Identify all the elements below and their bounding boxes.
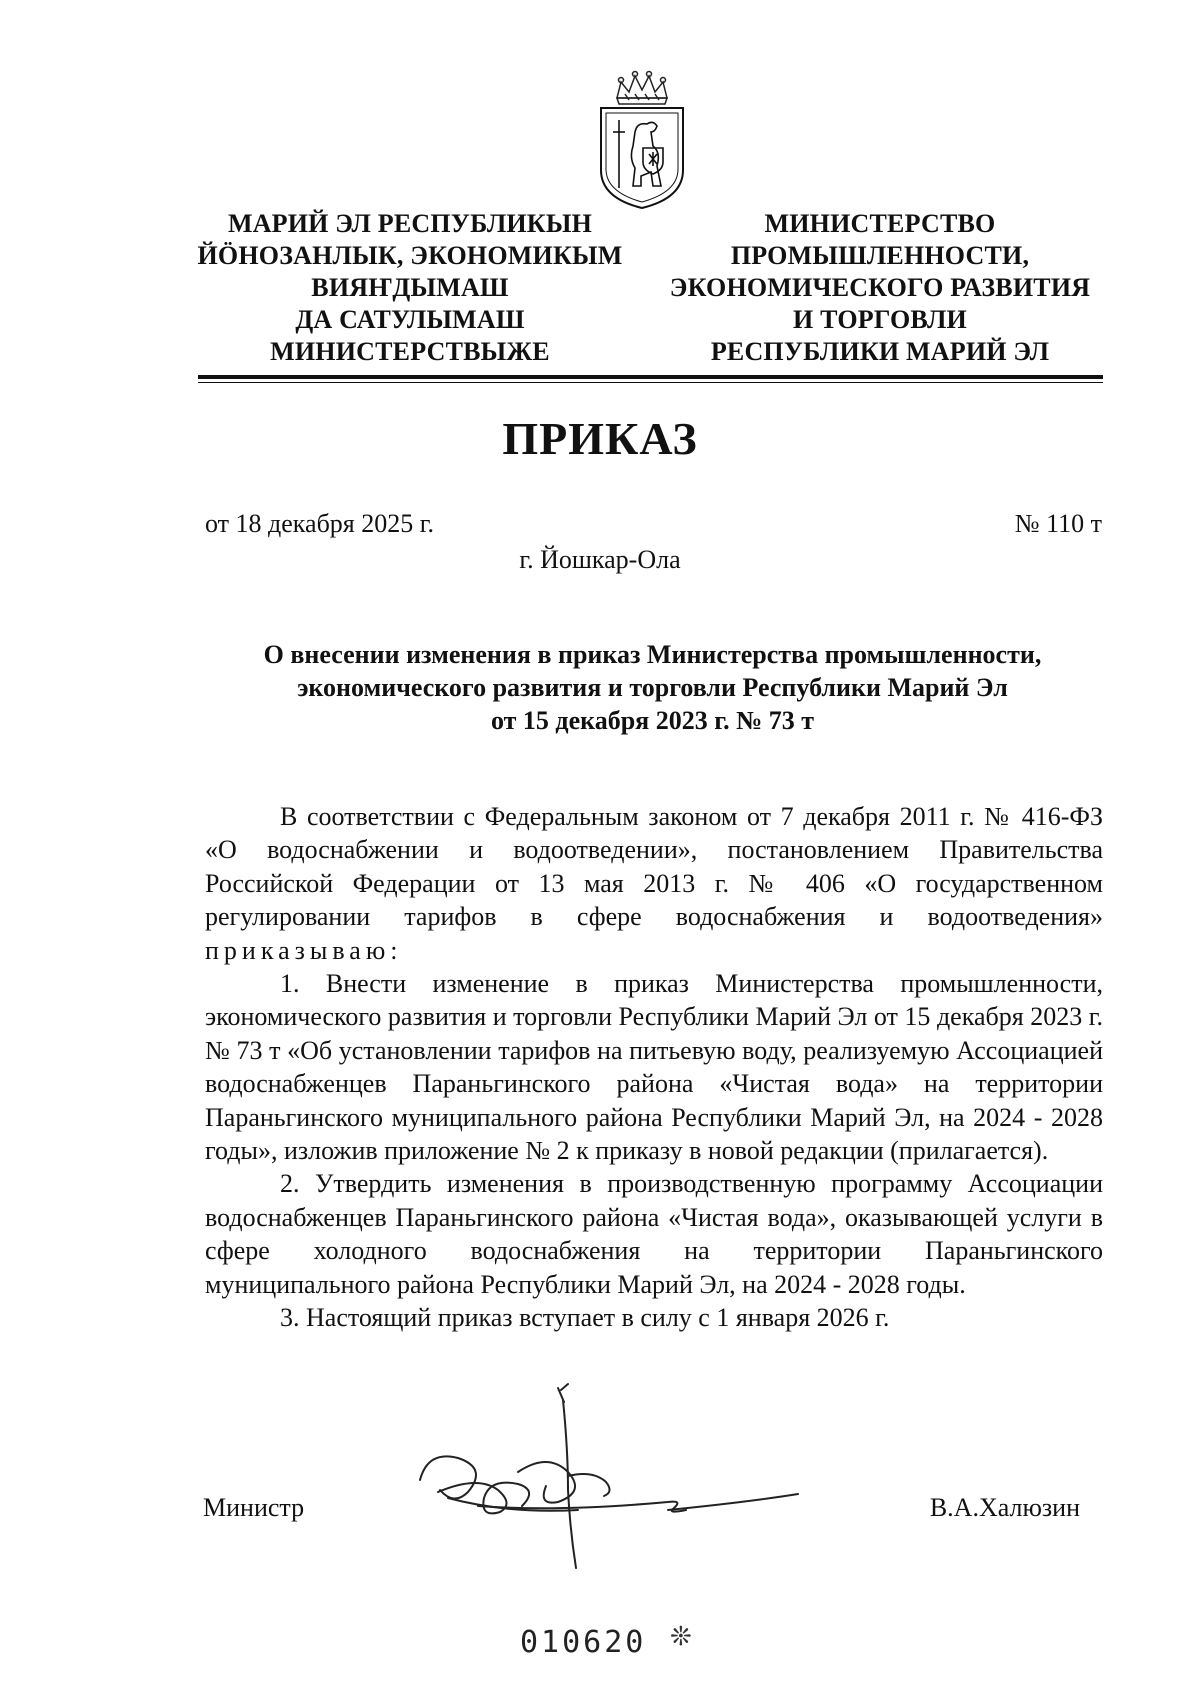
handwritten-signature (418, 1380, 888, 1570)
document-number: № 110 т (1014, 509, 1102, 538)
document-city: г. Йошкар-Ола (519, 545, 681, 574)
subject-line: экономического развития и торговли Республики Марий Эл (297, 673, 1008, 702)
org-line: ПРОМЫШЛЕННОСТИ, (730, 241, 1030, 270)
organization-name-mari (185, 208, 635, 368)
serial-mark-icon: ❊ (670, 1622, 692, 1652)
org-line: И ТОРГОВЛИ (793, 305, 967, 334)
org-line: МАРИЙ ЭЛ РЕСПУБЛИКЫН (227, 209, 593, 238)
document-title: ПРИКАЗ (502, 413, 698, 464)
org-line: ЭКОНОМИЧЕСКОГО РАЗВИТИЯ (669, 273, 1091, 302)
organization-name-russian (640, 208, 1120, 368)
org-line: МИНИСТЕРСТВЫЖЕ (270, 337, 550, 366)
item-2: 2. Утвердить изменения в производственную программу Ассоциации водоснабженцев Параньгинского района «Чистая вода», оказывающей услуги в сфере холодного водоснабжения на территории Параньгинского муниципального района Республики Марий Эл, на 2024 - 2028 годы. (205, 1169, 1103, 1299)
header-divider-thin (198, 382, 1103, 383)
coat-of-arms-icon (595, 70, 690, 210)
subject-line: О внесении изменения в приказ Министерства промышленности, (263, 640, 1042, 669)
item-3: 3. Настоящий приказ вступает в силу с 1 января 2026 г. (280, 1303, 890, 1333)
order-word: приказываю: (205, 935, 403, 965)
org-line: ВИЯҤДЫМАШ (311, 273, 509, 302)
serial-number: 010620 (520, 1625, 647, 1660)
intro-paragraph (205, 800, 1103, 967)
org-line: ДА САТУЛЫМАШ (295, 305, 525, 334)
subject-line: от 15 декабря 2023 г. № 73 т (490, 706, 814, 735)
intro-text: В соответствии с Федеральным законом от 7 декабря 2011 г. № 416-ФЗ «О водоснабжении и водоотведении», постановлением Правительства Российской Федерации от 13 мая 2013 г. № 406 «О государственном регулировании тарифов в сфере водоснабжения и водоотведения» (205, 802, 1103, 932)
document-date: от 18 декабря 2025 г. (205, 509, 434, 538)
document-body (205, 800, 1103, 1335)
org-line: МИНИСТЕРСТВО (764, 209, 996, 238)
item-1: 1. Внести изменение в приказ Министерства промышленности, экономического развития и торговли Республики Марий Эл от 15 декабря 2023 г. № 73 т «Об установлении тарифов на питьевую воду, реализуемую Ассоциацией водоснабженцев Параньгинского района «Чистая вода» на территории Параньгинского муниципального района Республики Марий Эл, на 2024 - 2028 годы», изложив приложение № 2 к приказу в новой редакции (прилагается). (205, 969, 1103, 1166)
header-divider-thick (198, 375, 1103, 379)
signer-title: Министр (203, 1493, 305, 1522)
document-subject (200, 638, 1105, 737)
org-line: ЙӦНОЗАНЛЫК, ЭКОНОМИКЫМ (197, 241, 623, 270)
org-line: РЕСПУБЛИКИ МАРИЙ ЭЛ (710, 337, 1050, 366)
signer-name: В.А.Халюзин (929, 1493, 1080, 1522)
